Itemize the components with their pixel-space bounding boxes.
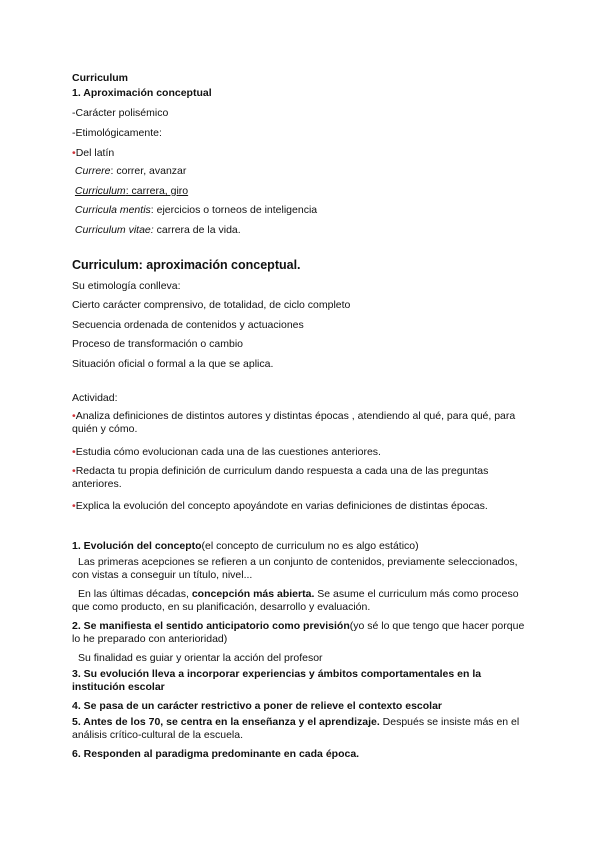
section-heading: Curriculum: aproximación conceptual. (72, 258, 301, 272)
text-line: -Carácter polisémico (72, 107, 169, 119)
point-note: (el concepto de curriculum no es algo estático) (201, 540, 419, 552)
term: Curriculum vitae: (74, 224, 154, 236)
evolution-point: 3. Su evolución lleva a incorporar experiencias y ámbitos comportamentales en la institución escolar (72, 668, 482, 693)
definition: : correr, avanzar (110, 165, 187, 177)
point-note: Después se insiste más en el análisis crítico-cultural de la escuela. (72, 716, 520, 741)
text-line: -Etimológicamente: (72, 127, 162, 139)
doc-title: Curriculum (72, 72, 129, 84)
evolution-point: 4. Se pasa de un carácter restrictivo a poner de relieve el contexto escolar (72, 700, 443, 712)
point-title: 5. Antes de los 70, se centra en la enseñanza y el aprendizaje. (72, 716, 380, 728)
evolution-body: Las primeras acepciones se refieren a un conjunto de contenidos, previamente seleccionados, con vistas a conseguir un título, nivel... (72, 556, 518, 581)
term: Currere (74, 165, 111, 177)
evolution-point (72, 620, 532, 646)
body-text: Se asume el curriculum más como proceso que como producto, en su planificación, desarrollo y evaluación. (72, 588, 519, 613)
bullet-icon: • (72, 500, 76, 512)
evolution-point: 6. Responden al paradigma predominante en cada época. (72, 748, 360, 760)
etymology-line (72, 224, 532, 237)
bullet-icon: • (72, 410, 76, 422)
activity-item (72, 500, 532, 513)
bullet-icon: • (72, 147, 76, 159)
list-item: Situación oficial o formal a la que se aplica. (72, 358, 274, 370)
body-text: En las últimas décadas, (78, 588, 192, 600)
term: Curriculum (74, 185, 126, 197)
bullet-icon: • (72, 465, 76, 477)
point-title: 1. Evolución del concepto (72, 540, 202, 552)
body-emphasis: concepción más abierta. (191, 588, 315, 600)
activity-item (72, 465, 532, 491)
list-item: Secuencia ordenada de contenidos y actuaciones (72, 319, 304, 331)
etymology-line (72, 204, 532, 217)
activity-label: Actividad: (72, 392, 118, 404)
activity-item (72, 446, 532, 459)
evolution-point (72, 716, 532, 742)
bullet-icon: • (72, 446, 76, 458)
evolution-body: Su finalidad es guiar y orientar la acción del profesor (78, 652, 323, 664)
activity-text: Estudia cómo evolucionan cada una de las cuestiones anteriores. (75, 446, 381, 458)
list-item: Proceso de transformación o cambio (72, 338, 243, 350)
text-line: Su etimología conlleva: (72, 280, 181, 292)
evolution-point (72, 540, 532, 553)
definition: : carrera, giro (125, 185, 189, 197)
etymology-line (72, 165, 532, 178)
activity-text: Redacta tu propia definición de curriculum dando respuesta a cada una de las preguntas anteriores. (72, 465, 489, 490)
activity-text: Analiza definiciones de distintos autores y distintas épocas , atendiendo al qué, para qué, para quién y cómo. (72, 410, 516, 435)
bullet-text: Del latín (75, 147, 115, 159)
activity-text: Explica la evolución del concepto apoyándote en varias definiciones de distintas épocas. (75, 500, 488, 512)
activity-item (72, 410, 532, 436)
point-title: 2. Se manifiesta el sentido anticipatorio como previsión (72, 620, 350, 632)
bullet-line (72, 147, 532, 160)
evolution-body (72, 588, 532, 614)
term: Curricula mentis (74, 204, 151, 216)
definition: : ejercicios o torneos de inteligencia (150, 204, 318, 216)
point-note: (yo sé lo que tengo que hacer porque lo he preparado con anterioridad) (72, 620, 525, 645)
etymology-line (72, 185, 532, 198)
definition: carrera de la vida. (153, 224, 241, 236)
section-title: 1. Aproximación conceptual (72, 87, 212, 99)
list-item: Cierto carácter comprensivo, de totalidad, de ciclo completo (72, 299, 351, 311)
